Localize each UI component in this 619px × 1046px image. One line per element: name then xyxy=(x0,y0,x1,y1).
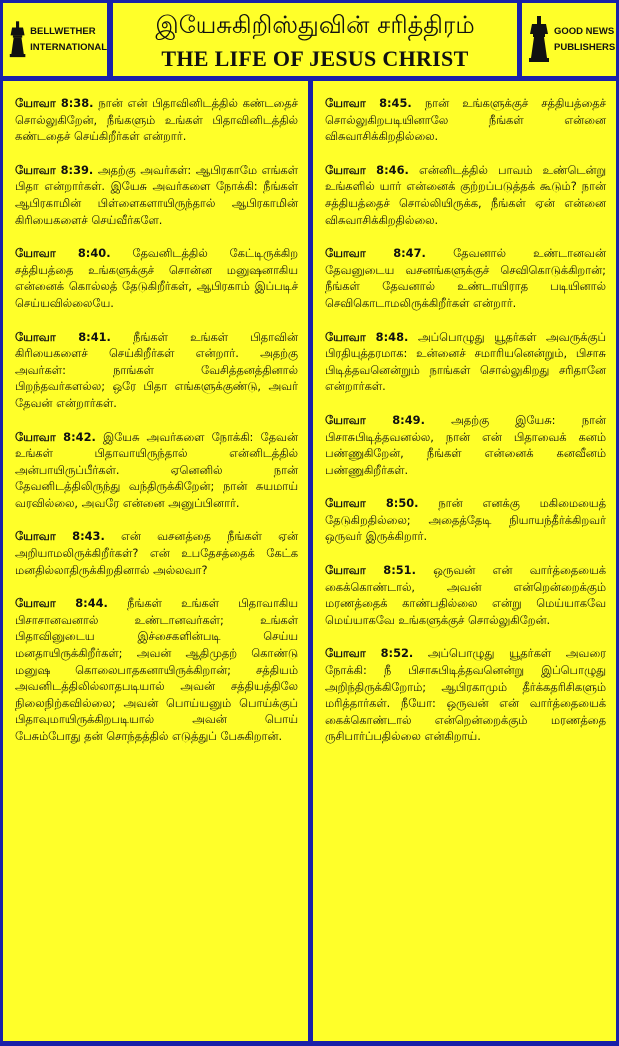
verse-8-45 xyxy=(325,95,606,145)
tamil-title: இயேசுகிறிஸ்துவின் சரித்திரம் xyxy=(155,11,475,39)
verse-text: என் வசனத்தை நீங்கள் ஏன் அறியாமலிருக்கிறீர்கள்? என் உபதேசத்தைக் கேட்க மனதில்லாதிருக்கிறதினால் அல்லவா? xyxy=(15,529,298,577)
verse-8-51 xyxy=(325,562,606,628)
verse-8-48 xyxy=(325,329,606,395)
verse-8-49 xyxy=(325,412,606,478)
verse-ref: யோவா 8:43. xyxy=(15,529,105,544)
verse-text: நீங்கள் உங்கள் பிதாவாகிய பிசாசானவனால் உண்டானவர்கள்; உங்கள் பிதாவினுடைய இச்சைகளின்படி செய்ய மனதாயிருக்கிறீர்கள்; அவன் ஆதிமுதற் கொண்டு மனுஷ கொலைபாதகனாயிருக்கிறான்; சத்தியம் அவனிடத்திலில்லாதபடியால் அவன் சத்தியத்திலே நிலைநிற்கவில்லை; அவன் பொய்யனும் பொய்க்குப் பிதாவுமாயிருக்கிறபடியால் அவன் பொய் பேசும்போது தன் சொந்தத்தில் எடுத்துப் பேசுகிறான். xyxy=(15,596,298,743)
right-logo-line2: PUBLISHERS xyxy=(554,41,616,53)
verse-text: தேவனிடத்தில் கேட்டிருக்கிற சத்தியத்தை உங்களுக்குச் சொன்ன மனுஷனாகிய என்னைக் கொல்லத் தேடுகிறீர்கள், ஆபிரகாம் இப்படிச் செய்யவில்லையே. xyxy=(15,246,298,310)
left-column xyxy=(3,81,308,1041)
verse-ref: யோவா 8:49. xyxy=(325,412,425,427)
verse-text: அதற்கு இயேசு: நான் பிசாசுபிடித்தவனல்ல, நான் என் பிதாவைக் கனம் பண்ணுகிறேன், நீங்கள் என்னைக் கனவீனம் பண்ணுகிறீர்கள். xyxy=(325,412,606,477)
verse-text: நான் எனக்கு மகிமையைத் தேடுகிறதில்லை; அதைத்தேடி நியாயந்தீர்க்கிறவர் ஒருவர் இருக்கிறார். xyxy=(325,496,606,544)
verse-text: நான் உங்களுக்குச் சத்தியத்தைச் சொல்லுகிறபடியினாலே நீங்கள் என்னை விசுவாசிக்கிறதில்லை. xyxy=(325,96,606,144)
verse-text: ஒருவன் என் வார்த்தையைக் கைக்கொண்டால், அவன் என்றென்றைக்கும் மரணத்தைக் காண்பதில்லை என்று மெய்யாகவே மெய்யாகவே உங்களுக்குச் சொல்லுகிறேன். xyxy=(325,563,606,627)
verse-ref: யோவா 8:38. xyxy=(15,96,94,110)
verse-ref: யோவா 8:45. xyxy=(325,96,412,110)
bellwether-logo-icon xyxy=(9,14,26,66)
page-header xyxy=(113,3,517,76)
verse-8-47 xyxy=(325,245,606,311)
verse-ref: யோவா 8:39. xyxy=(15,162,94,177)
right-logo-line1: GOOD NEWS xyxy=(554,25,615,37)
right-column xyxy=(313,81,616,1041)
verse-ref: யோவா 8:52. xyxy=(325,646,414,661)
verse-8-39 xyxy=(15,162,298,228)
verse-8-38 xyxy=(15,95,298,145)
verse-8-52 xyxy=(325,645,606,745)
verse-ref: யோவா 8:46. xyxy=(325,162,409,177)
verse-ref: யோவா 8:48. xyxy=(325,329,409,344)
good-news-logo-icon xyxy=(528,14,550,66)
verse-text: தேவனால் உண்டானவன் தேவனுடைய வசனங்களுக்குச் செவிகொடுக்கிறான்; நீங்கள் தேவனால் உண்டாயிராத படியினால் செவிகொடாமலிருக்கிறீர்கள் என்றார். xyxy=(325,246,606,310)
verse-text: இயேசு அவர்களை நோக்கி: தேவன் உங்கள் பிதாவாயிருந்தால் என்னிடத்தில் அன்பாயிருப்பீர்கள். ஏனெனில் நான் தேவனிடத்திலிருந்து வந்திருக்கிறேன்; நான் சுயமாய் வரவில்லை, அவரே என்னை அனுப்பினார். xyxy=(15,429,298,510)
good-news-publishers-logo xyxy=(522,3,616,76)
verse-8-43 xyxy=(15,528,298,578)
verse-8-50 xyxy=(325,495,606,545)
bellwether-logo xyxy=(3,3,107,76)
verse-ref: யோவா 8:42. xyxy=(15,429,96,444)
verse-text: அதற்கு அவர்கள்: ஆபிரகாமே எங்கள் பிதா என்றார்கள். இயேசு அவர்களை நோக்கி: நீங்கள் ஆபிரகாமின் பிள்ளைகளாயிருந்தால் ஆபிரகாமின் கிரியைகளைச் செய்வீர்களே. xyxy=(15,162,298,227)
verse-ref: யோவா 8:44. xyxy=(15,596,108,611)
verse-ref: யோவா 8:41. xyxy=(15,329,111,344)
verse-8-41 xyxy=(15,329,298,412)
verse-ref: யோவா 8:47. xyxy=(325,246,426,261)
verse-ref: யோவா 8:51. xyxy=(325,563,416,578)
verse-8-42 xyxy=(15,429,298,512)
verse-text: நான் என் பிதாவினிடத்தில் கண்டதைச் சொல்லுகிறேன், நீங்களும் உங்கள் பிதாவினிடத்தில் கண்டதைச் செய்கிறீர்கள் என்றார். xyxy=(15,96,298,144)
verse-text: நீங்கள் உங்கள் பிதாவின் கிரியைகளைச் செய்கிறீர்கள் என்றார். அதற்கு அவர்கள்: நாங்கள் வேசித்தனத்தினால் பிறந்தவர்களல்ல; ஒரே பிதா எங்களுக்குண்டு, அவர் தேவன் என்றார்கள். xyxy=(15,329,298,410)
verse-text: அப்பொழுது யூதர்கள் அவருக்குப் பிரதியுத்தரமாக: உன்னைச் சமாரியனென்றும், பிசாசு பிடித்தவனென்றும் நாங்கள் சொல்லுகிறது சரிதானே என்றார்கள். xyxy=(325,329,606,394)
verse-8-44 xyxy=(15,595,298,744)
left-logo-line1: BELLWETHER xyxy=(30,25,96,37)
verse-8-46 xyxy=(325,162,606,228)
verse-text: அப்பொழுது யூதர்கள் அவரை நோக்கி: நீ பிசாசுபிடித்தவனென்று இப்பொழுது அறிந்திருக்கிறோம்; ஆபிரகாமும் தீர்க்கதரிசிகளும் மரித்தார்கள். நீயோ: ஒருவன் என் வார்த்தையைக் கைக்கொண்டால் என்றென்றைக்கும் மரணத்தை ருசிபார்ப்பதில்லை என்கிறாய். xyxy=(325,646,606,744)
verse-8-40 xyxy=(15,245,298,311)
verse-ref: யோவா 8:50. xyxy=(325,496,419,511)
verse-ref: யோவா 8:40. xyxy=(15,246,111,261)
english-title: THE LIFE OF JESUS CHRIST xyxy=(161,46,469,71)
verse-text: என்னிடத்தில் பாவம் உண்டென்று உங்களில் யார் என்னைக் குற்றப்படுத்தக் கூடும்? நான் சத்தியத்தைச் சொல்லியிருக்க, நீங்கள் ஏன் என்னை விசுவாசிக்கிறதில்லை. xyxy=(325,162,606,227)
left-logo-line2: INTERNATIONAL xyxy=(30,41,107,53)
